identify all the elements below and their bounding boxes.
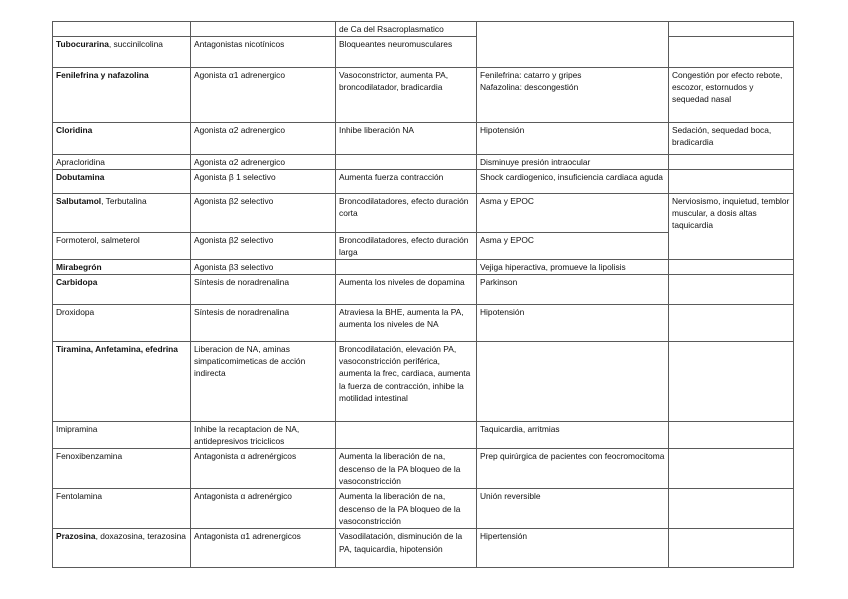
drug-name-cell bbox=[53, 342, 191, 422]
table-row bbox=[53, 170, 794, 194]
mechanism-cell: Agonista β 1 selectivo bbox=[191, 170, 336, 194]
effect-cell: Broncodilatadores, efecto duración larga bbox=[336, 232, 477, 259]
drug-name-rest: , succinilcolina bbox=[108, 39, 163, 50]
table-row bbox=[53, 37, 794, 68]
drug-table bbox=[52, 21, 794, 568]
drug-table-body bbox=[53, 22, 794, 568]
drug-name-cell bbox=[53, 68, 191, 123]
mechanism-cell: Síntesis de noradrenalina bbox=[191, 305, 336, 342]
indication-cell: Hipertensión bbox=[477, 529, 669, 568]
side-effect-cell bbox=[669, 37, 794, 68]
drug-name-bold: Fenilefrina y nafazolina bbox=[56, 70, 149, 81]
drug-name-rest: Imipramina bbox=[56, 424, 98, 435]
table-row bbox=[53, 305, 794, 342]
indication-cell: Shock cardiogenico, insuficiencia cardiaca aguda bbox=[477, 170, 669, 194]
effect-cell: Broncodilatación, elevación PA, vasoconstricción periférica, aumenta la frec, cardiaca, aumenta la fuerza de contracción, inhibe la motilidad intestinal bbox=[336, 342, 477, 422]
table-row bbox=[53, 123, 794, 155]
side-effect-cell bbox=[669, 260, 794, 275]
side-effect-cell bbox=[669, 342, 794, 422]
side-effect-cell bbox=[669, 449, 794, 489]
side-effect-cell: Congestión por efecto rebote, escozor, estornudos y sequedad nasal bbox=[669, 68, 794, 123]
mechanism-cell: Liberacion de NA, aminas simpaticomimeticas de acción indirecta bbox=[191, 342, 336, 422]
drug-name-rest: Fenoxibenzamina bbox=[56, 451, 123, 462]
effect-cell: Bloqueantes neuromusculares bbox=[336, 37, 477, 68]
mechanism-cell: Inhibe la recaptacion de NA, antidepresivos triciclicos bbox=[191, 422, 336, 449]
indication-cell: Taquicardia, arritmias bbox=[477, 422, 669, 449]
drug-name-bold: Salbutamol bbox=[56, 196, 102, 207]
side-effect-cell bbox=[669, 422, 794, 449]
table-row bbox=[53, 260, 794, 275]
side-effect-cell bbox=[669, 529, 794, 568]
drug-name-rest: , Terbutalina bbox=[101, 196, 147, 207]
effect-cell: Broncodilatadores, efecto duración corta bbox=[336, 194, 477, 233]
drug-name-cell bbox=[53, 22, 191, 37]
side-effect-cell: Sedación, sequedad boca, bradicardia bbox=[669, 123, 794, 155]
effect-cell: Aumenta la liberación de na, descenso de la PA bloqueo de la vasoconstricción bbox=[336, 449, 477, 489]
effect-cell: Inhibe liberación NA bbox=[336, 123, 477, 155]
side-effect-cell bbox=[669, 275, 794, 305]
drug-name-cell bbox=[53, 489, 191, 529]
side-effect-cell bbox=[669, 155, 794, 170]
side-effect-cell bbox=[669, 22, 794, 37]
drug-name-rest: , doxazosina, terazosina bbox=[95, 531, 186, 542]
effect-cell: Vasoconstrictor, aumenta PA, broncodilatador, bradicardia bbox=[336, 68, 477, 123]
table-row bbox=[53, 489, 794, 529]
effect-cell: Aumenta la liberación de na, descenso de la PA bloqueo de la vasoconstricción bbox=[336, 489, 477, 529]
indication-cell bbox=[477, 37, 669, 68]
mechanism-cell: Antagonista α1 adrenergicos bbox=[191, 529, 336, 568]
effect-cell: Vasodilatación, disminución de la PA, taquicardia, hipotensión bbox=[336, 529, 477, 568]
drug-name-cell bbox=[53, 275, 191, 305]
mechanism-cell bbox=[191, 22, 336, 37]
indication-cell: Unión reversible bbox=[477, 489, 669, 529]
table-row bbox=[53, 449, 794, 489]
effect-cell: Atraviesa la BHE, aumenta la PA, aumenta los niveles de NA bbox=[336, 305, 477, 342]
drug-name-bold: Tubocurarina bbox=[56, 39, 109, 50]
side-effect-cell bbox=[669, 232, 794, 259]
mechanism-cell: Antagonista α adrenérgico bbox=[191, 489, 336, 529]
table-row bbox=[53, 22, 794, 37]
drug-name-cell bbox=[53, 232, 191, 259]
drug-name-cell bbox=[53, 260, 191, 275]
mechanism-cell: Agonista α2 adrenergico bbox=[191, 155, 336, 170]
mechanism-cell: Agonista α2 adrenergico bbox=[191, 123, 336, 155]
drug-name-bold: Cloridina bbox=[56, 125, 93, 136]
drug-name-cell bbox=[53, 155, 191, 170]
mechanism-cell: Antagonista α adrenérgicos bbox=[191, 449, 336, 489]
drug-name-cell bbox=[53, 449, 191, 489]
drug-name-bold: Dobutamina bbox=[56, 172, 105, 183]
drug-name-rest: Formoterol, salmeterol bbox=[56, 234, 140, 245]
effect-cell: Aumenta fuerza contracción bbox=[336, 170, 477, 194]
effect-cell: de Ca del Rsacroplasmatico bbox=[336, 22, 477, 37]
drug-name-rest: Droxidopa bbox=[56, 307, 95, 318]
indication-cell: Asma y EPOC bbox=[477, 194, 669, 233]
drug-name-cell bbox=[53, 194, 191, 233]
indication-cell: Disminuye presión intraocular bbox=[477, 155, 669, 170]
drug-name-rest: Apracloridina bbox=[56, 157, 105, 168]
drug-name-cell bbox=[53, 422, 191, 449]
drug-name-bold: Tiramina, Anfetamina, efedrina bbox=[56, 344, 178, 355]
drug-name-cell bbox=[53, 123, 191, 155]
drug-name-bold: Carbidopa bbox=[56, 277, 98, 288]
effect-cell bbox=[336, 155, 477, 170]
drug-name-cell bbox=[53, 529, 191, 568]
table-row bbox=[53, 275, 794, 305]
indication-cell: Vejiga hiperactiva, promueve la lipolisis bbox=[477, 260, 669, 275]
indication-cell: Parkinson bbox=[477, 275, 669, 305]
table-row bbox=[53, 529, 794, 568]
indication-cell: Hipotensión bbox=[477, 305, 669, 342]
drug-name-rest: Fentolamina bbox=[56, 491, 103, 502]
table-row bbox=[53, 68, 794, 123]
mechanism-cell: Agonista β2 selectivo bbox=[191, 194, 336, 233]
side-effect-cell bbox=[669, 489, 794, 529]
drug-name-bold: Prazosina bbox=[56, 531, 96, 542]
indication-cell bbox=[477, 342, 669, 422]
indication-cell: Prep quirúrgica de pacientes con feocromocitoma bbox=[477, 449, 669, 489]
mechanism-cell: Agonista β3 selectivo bbox=[191, 260, 336, 275]
mechanism-cell: Agonista α1 adrenergico bbox=[191, 68, 336, 123]
indication-cell bbox=[477, 22, 669, 37]
drug-name-bold: Mirabegrón bbox=[56, 262, 102, 273]
side-effect-cell: Nerviosismo, inquietud, temblor muscular, a dosis altas taquicardia bbox=[669, 194, 794, 233]
drug-name-cell bbox=[53, 170, 191, 194]
effect-cell bbox=[336, 422, 477, 449]
mechanism-cell: Agonista β2 selectivo bbox=[191, 232, 336, 259]
side-effect-cell bbox=[669, 170, 794, 194]
indication-cell: Hipotensión bbox=[477, 123, 669, 155]
drug-name-cell bbox=[53, 37, 191, 68]
indication-cell: Asma y EPOC bbox=[477, 232, 669, 259]
effect-cell bbox=[336, 260, 477, 275]
drug-name-cell bbox=[53, 305, 191, 342]
table-row bbox=[53, 232, 794, 259]
table-row bbox=[53, 155, 794, 170]
side-effect-cell bbox=[669, 305, 794, 342]
table-row bbox=[53, 342, 794, 422]
effect-cell: Aumenta los niveles de dopamina bbox=[336, 275, 477, 305]
mechanism-cell: Síntesis de noradrenalina bbox=[191, 275, 336, 305]
indication-cell: Fenilefrina: catarro y gripes Nafazolina: descongestión bbox=[477, 68, 669, 123]
table-row bbox=[53, 422, 794, 449]
mechanism-cell: Antagonistas nicotínicos bbox=[191, 37, 336, 68]
table-row bbox=[53, 194, 794, 233]
